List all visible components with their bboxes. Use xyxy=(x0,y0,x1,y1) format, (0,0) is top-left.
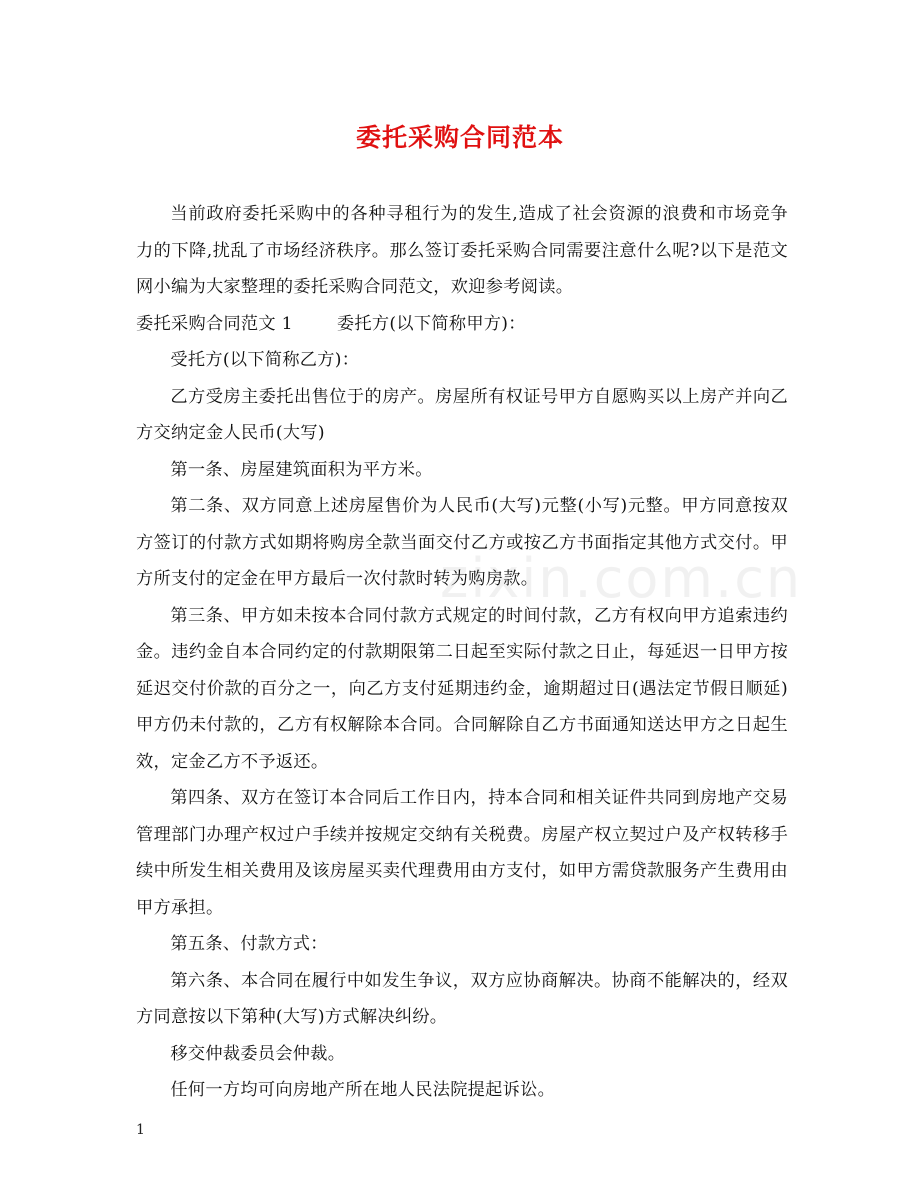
document-body xyxy=(136,196,788,1109)
clause-6-option-2: 任何一方均可向房地产所在地人民法院提起诉讼。 xyxy=(170,1080,556,1100)
watermark: zixin.com.cn xyxy=(440,547,803,610)
clause-3: 第三条、甲方如未按本合同付款方式规定的时间付款，乙方有权向甲方追索违约金。违约金自本合同约定的付款期限第二日起至实际付款之日止，每延迟一日甲方按延迟交付价款的百分之一，向乙方支付延期违约金，逾期超过日(遇法定节假日顺延)甲方仍未付款的，乙方有权解除本合同。合同解除自乙方书面通知送达甲方之日起生效，定金乙方不予返还。 xyxy=(136,605,788,772)
sample-heading: 委托采购合同范文 1 xyxy=(136,313,293,334)
clause-1: 第一条、房屋建筑面积为平方米。 xyxy=(170,459,433,480)
party-a-line: 委托方(以下简称甲方)： xyxy=(336,313,526,334)
document-title: 委托采购合同范本 xyxy=(355,123,564,152)
clause-preamble: 乙方受房主委托出售位于的房产。房屋所有权证号甲方自愿购买以上房产并向乙方交纳定金人民币(大写) xyxy=(136,386,788,443)
clause-4: 第四条、双方在签订本合同后工作日内，持本合同和相关证件共同到房地产交易管理部门办理产权过户手续并按规定交纳有关税费。房屋产权立契过户及产权转移手续中所发生相关费用及该房屋买卖代理费用由方支付，如甲方需贷款服务产生费用由甲方承担。 xyxy=(136,788,788,918)
clause-2: 第二条、双方同意上述房屋售价为人民币(大写)元整(小写)元整。甲方同意按双方签订的付款方式如期将购房全款当面交付乙方或按乙方书面指定其他方式交付。甲方所支付的定金在甲方最后一次付款时转为购房款。 xyxy=(136,496,788,589)
clause-6: 第六条、本合同在履行中如发生争议，双方应协商解决。协商不能解决的，经双方同意按以下第种(大写)方式解决纠纷。 xyxy=(136,970,788,1027)
page-number: 1 xyxy=(136,1122,145,1138)
party-b-line: 受托方(以下简称乙方)： xyxy=(170,350,360,370)
clause-5: 第五条、付款方式： xyxy=(170,934,328,954)
clause-6-option-1: 移交仲裁委员会仲裁。 xyxy=(170,1043,346,1064)
intro-paragraph: 当前政府委托采购中的各种寻租行为的发生,造成了社会资源的浪费和市场竞争力的下降,扰乱了市场经济秩序。那么签订委托采购合同需要注意什么呢?以下是范文网小编为大家整理的委托采购合同范文，欢迎参考阅读。 xyxy=(136,204,788,297)
sample-heading-line xyxy=(136,306,788,343)
